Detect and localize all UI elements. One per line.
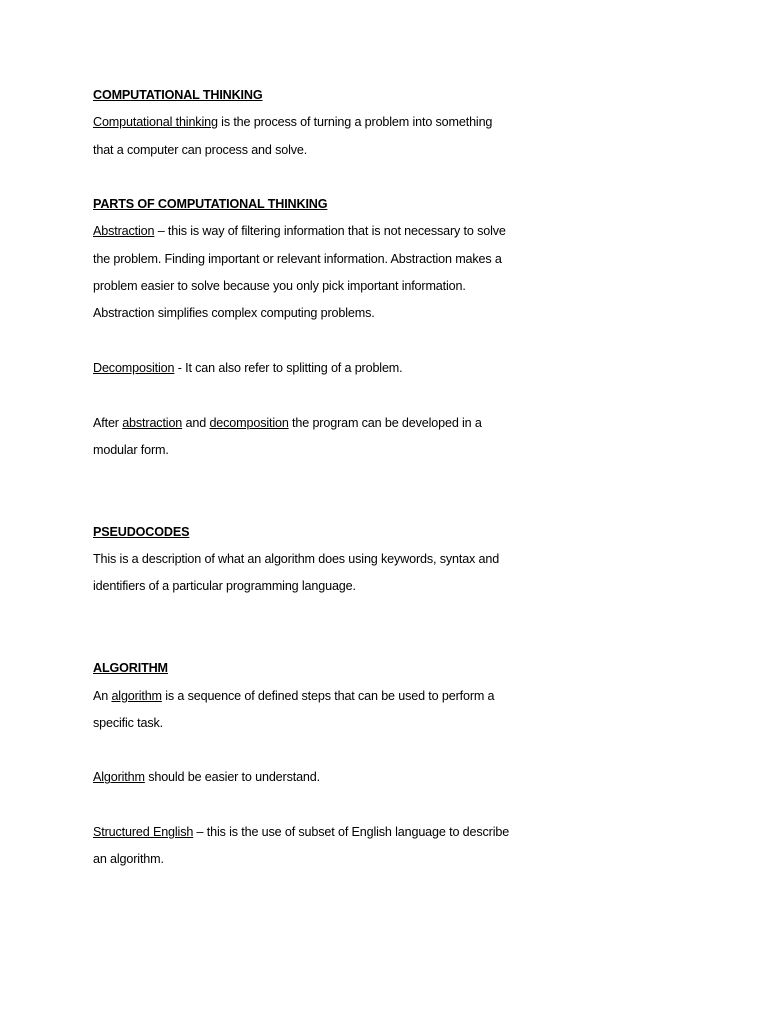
term-abstraction-inline: abstraction: [122, 415, 183, 430]
text-span: the program can be developed in a: [288, 415, 482, 430]
text-span: An: [93, 688, 112, 703]
text-span: and: [182, 415, 210, 430]
term-decomposition-inline: decomposition: [209, 415, 289, 430]
paragraph-line: Abstraction simplifies complex computing problems.: [93, 306, 375, 321]
spacer: [93, 795, 553, 822]
paragraph-line: This is a description of what an algorithm does using keywords, syntax and: [93, 552, 500, 567]
spacer: [93, 604, 553, 659]
term-algorithm: algorithm: [111, 688, 162, 703]
text-span: is the process of turning a problem into something: [217, 115, 493, 130]
spacer: [93, 740, 553, 767]
paragraph-line: [93, 112, 553, 139]
paragraph-line: [93, 358, 553, 385]
spacer: [93, 467, 553, 522]
spacer: [93, 331, 553, 358]
paragraph-line: [93, 767, 553, 794]
heading-computational-thinking: COMPUTATIONAL THINKING: [93, 88, 263, 102]
paragraph-line: the problem. Finding important or relevant information. Abstraction makes a: [93, 251, 502, 266]
heading-algorithm: ALGORITHM: [93, 661, 168, 676]
text-span: After: [93, 415, 123, 430]
paragraph-line: identifiers of a particular programming language.: [93, 579, 356, 594]
paragraph-line: [93, 822, 553, 849]
spacer: [93, 385, 553, 412]
spacer: [93, 167, 553, 194]
paragraph-line: [93, 686, 553, 713]
text-span: – this is way of filtering information that is not necessary to solve: [154, 224, 506, 239]
term-algorithm-capital: Algorithm: [93, 770, 145, 785]
text-span: - It can also refer to splitting of a problem.: [174, 360, 403, 375]
document-page: [93, 85, 553, 877]
paragraph-line: specific task.: [93, 715, 163, 730]
text-span: is a sequence of defined steps that can be used to perform a: [161, 688, 495, 703]
term-abstraction: Abstraction: [93, 224, 155, 239]
paragraph-line: [93, 413, 553, 440]
paragraph-line: modular form.: [93, 442, 169, 457]
term-computational-thinking: Computational thinking: [93, 115, 218, 130]
heading-parts-of-computational-thinking: PARTS OF COMPUTATIONAL THINKING: [93, 197, 328, 212]
text-span: should be easier to understand.: [144, 770, 320, 785]
paragraph-line: [93, 221, 553, 248]
paragraph-line: an algorithm.: [93, 852, 164, 867]
heading-pseudocodes: PSEUDOCODES: [93, 524, 190, 539]
text-span: – this is the use of subset of English language to describe: [193, 825, 510, 840]
paragraph-line: that a computer can process and solve.: [93, 142, 308, 157]
term-decomposition: Decomposition: [93, 360, 175, 375]
term-structured-english: Structured English: [93, 825, 194, 840]
paragraph-line: problem easier to solve because you only pick important information.: [93, 279, 466, 294]
